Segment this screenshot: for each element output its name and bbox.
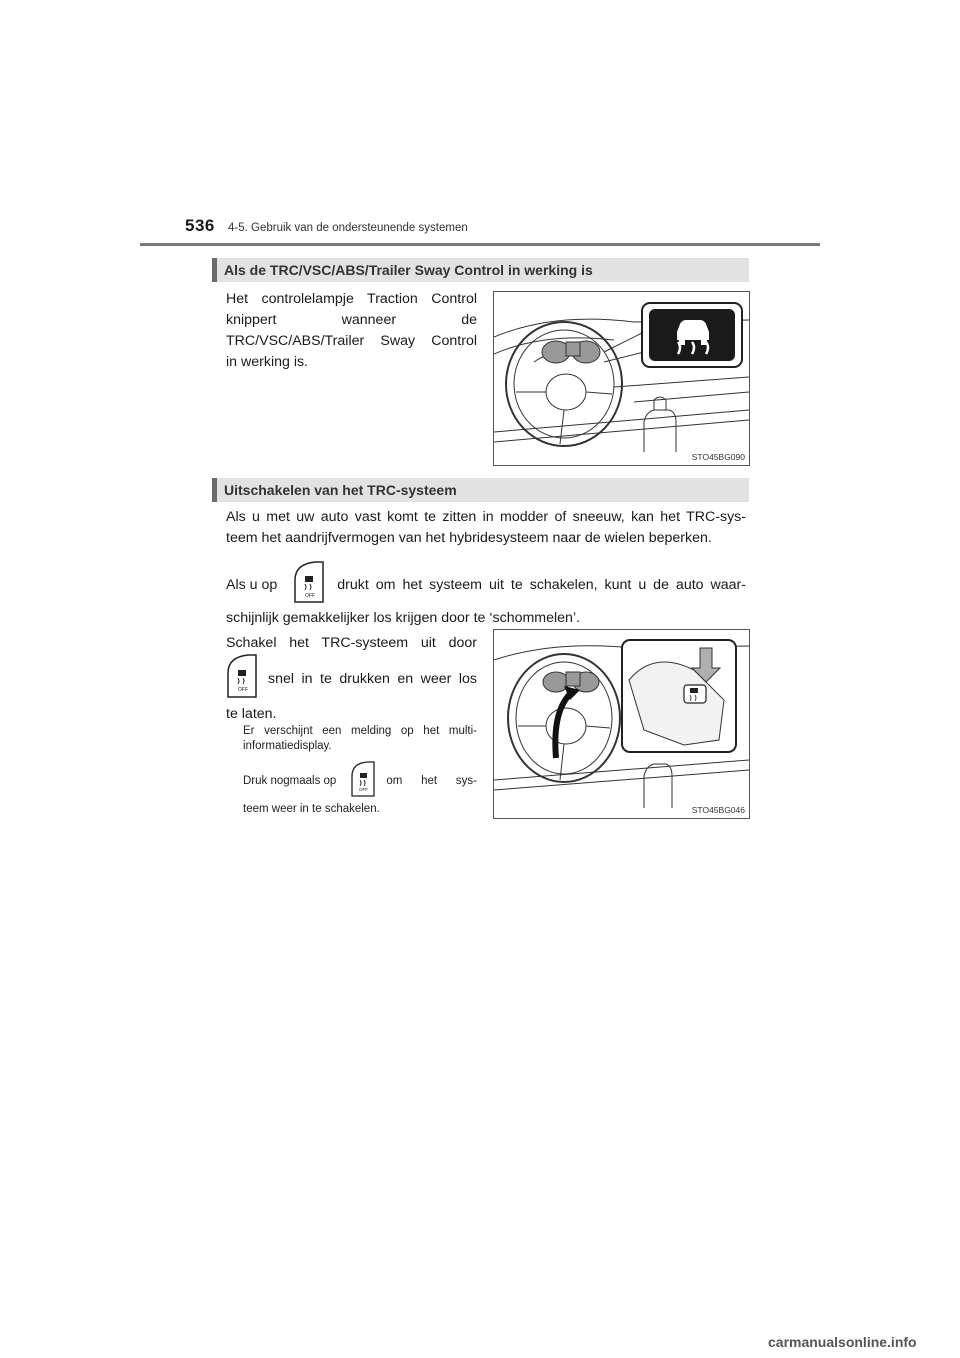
dashboard-illustration — [494, 292, 749, 465]
text-line: Het controlelampje Traction Control — [226, 291, 477, 307]
text-line-with-icon — [226, 562, 746, 608]
svg-text:OFF: OFF — [359, 786, 369, 792]
svg-text:OFF: OFF — [305, 592, 316, 599]
text-line: teem weer in te schakelen. — [243, 803, 380, 815]
text-line-with-icon — [243, 760, 477, 802]
section-heading-trc-active — [212, 258, 749, 282]
trc-off-button-icon — [350, 760, 376, 803]
section1-text — [226, 289, 477, 373]
section2-paragraph-1 — [226, 507, 746, 549]
trc-off-button-icon — [293, 560, 325, 611]
figure-code: STO45BG090 — [691, 452, 745, 462]
trc-off-switch-icon — [684, 685, 706, 703]
text-line: informatiedisplay. — [243, 740, 332, 752]
text-line: teem het aandrijfvermogen van het hybridesysteem naar de wielen beperken. — [226, 530, 712, 546]
running-header: 4-5. Gebruik van de ondersteunende systemen — [228, 222, 468, 234]
figure-dashboard-indicator — [493, 291, 750, 466]
skid-indicator-icon — [649, 309, 735, 361]
section-title: Uitschakelen van het TRC-systeem — [224, 482, 457, 498]
text-line: te laten. — [226, 706, 277, 722]
figure-code: STO45BG046 — [691, 805, 745, 815]
section2-step — [226, 633, 477, 725]
text-fragment: Als u op — [226, 576, 278, 593]
text-line: schijnlijk gemakkelijker los krijgen door te ‘schommelen’. — [226, 610, 581, 626]
figure-trc-off-switch — [493, 629, 750, 819]
section-accent — [212, 478, 217, 502]
text-fragment: snel in te drukken en weer los — [268, 670, 477, 687]
note-multi-info-display — [243, 724, 477, 754]
text-line: TRC/VSC/ABS/Trailer Sway Control — [226, 333, 477, 349]
header-rule — [140, 243, 820, 246]
section-accent — [212, 258, 217, 282]
text-line: Als u met uw auto vast komt te zitten in modder of sneeuw, kan het TRC-sys- — [226, 509, 746, 525]
switch-location-illustration — [494, 630, 749, 818]
text-fragment: Druk nogmaals op — [243, 774, 337, 787]
text-fragment: drukt om het systeem uit te schakelen, kunt u de auto waar- — [337, 576, 746, 593]
text-line: knippert wanneer de — [226, 312, 477, 328]
text-line-with-icon — [226, 654, 477, 704]
page-number: 536 — [185, 216, 215, 235]
text-line: in werking is. — [226, 354, 309, 370]
section2-paragraph-2 — [226, 562, 746, 629]
svg-text:OFF: OFF — [238, 686, 248, 693]
text-fragment: om het sys- — [386, 774, 477, 787]
section-heading-trc-off — [212, 478, 749, 502]
note-press-again — [243, 760, 477, 817]
section-title: Als de TRC/VSC/ABS/Trailer Sway Control in werking is — [224, 262, 593, 278]
text-line: Schakel het TRC-systeem uit door — [226, 635, 477, 651]
trc-off-button-icon — [226, 653, 258, 706]
text-line: Er verschijnt een melding op het multi- — [243, 725, 477, 737]
watermark: carmanualsonline.info — [768, 1334, 917, 1350]
